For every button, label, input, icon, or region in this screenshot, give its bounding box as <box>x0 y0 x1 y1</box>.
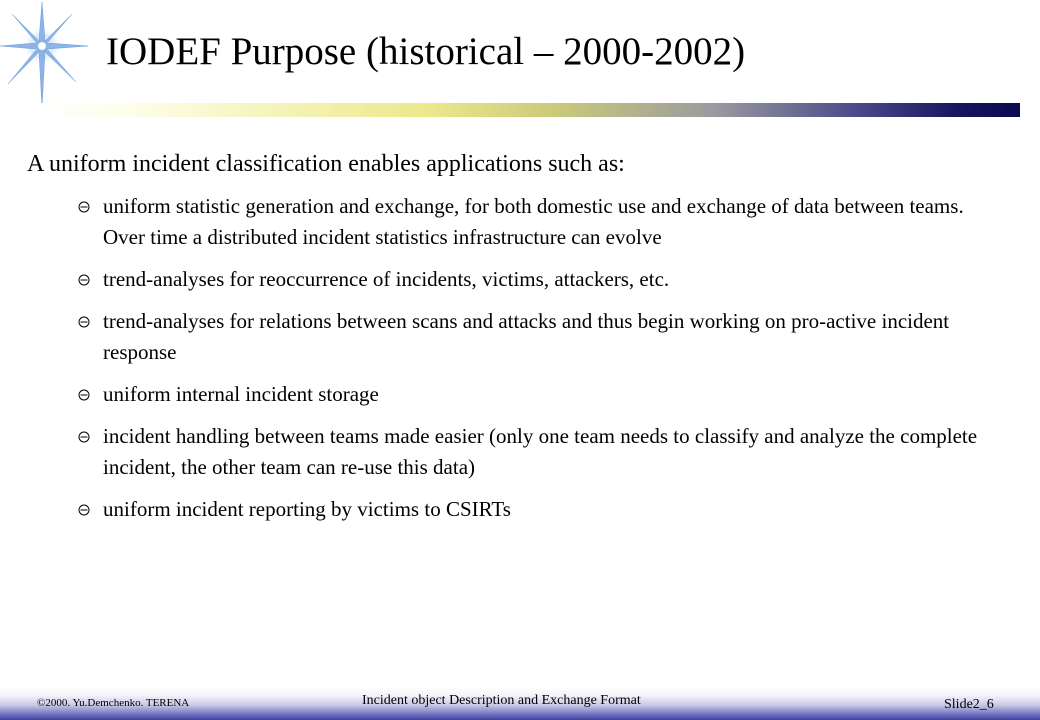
bullet-list <box>27 191 1002 525</box>
list-item <box>27 306 1002 368</box>
lead-text: A uniform incident classification enables applications such as: <box>27 151 625 177</box>
bullet-text: uniform incident reporting by victims to CSIRTs <box>103 497 511 521</box>
footer-copyright: ©2000. Yu.Demchenko. TERENA <box>37 697 190 709</box>
list-item <box>27 379 1002 410</box>
bullet-text: uniform internal incident storage <box>103 382 379 406</box>
star-burst-icon <box>0 0 90 110</box>
footer-title: Incident object Description and Exchange Format <box>362 693 641 708</box>
bullet-text: incident handling between teams made easier (only one team needs to classify and analyze the complete incident, the other team can re-use this data) <box>103 424 978 479</box>
bullet-text: uniform statistic generation and exchange, for both domestic use and exchange of data between teams. Over time a distributed incident statistics infrastructure can evolve <box>103 194 964 249</box>
bullet-text: trend-analyses for reoccurrence of incidents, victims, attackers, etc. <box>103 267 670 291</box>
circle-dash-icon <box>78 431 90 443</box>
circle-dash-icon <box>78 201 90 213</box>
slide-body <box>27 147 1002 536</box>
circle-dash-icon <box>78 389 90 401</box>
list-item <box>27 494 1002 525</box>
circle-dash-icon <box>78 504 90 516</box>
circle-dash-icon <box>78 274 90 286</box>
bullet-text: trend-analyses for relations between scans and attacks and thus begin working on pro-active incident response <box>103 309 950 364</box>
slide-title: IODEF Purpose (historical – 2000-2002) <box>106 30 746 73</box>
list-item <box>27 421 1002 483</box>
title-rule <box>0 103 1020 117</box>
list-item <box>27 264 1002 295</box>
circle-dash-icon <box>78 316 90 328</box>
slide-number: Slide2_6 <box>944 697 994 712</box>
list-item <box>27 191 1002 253</box>
